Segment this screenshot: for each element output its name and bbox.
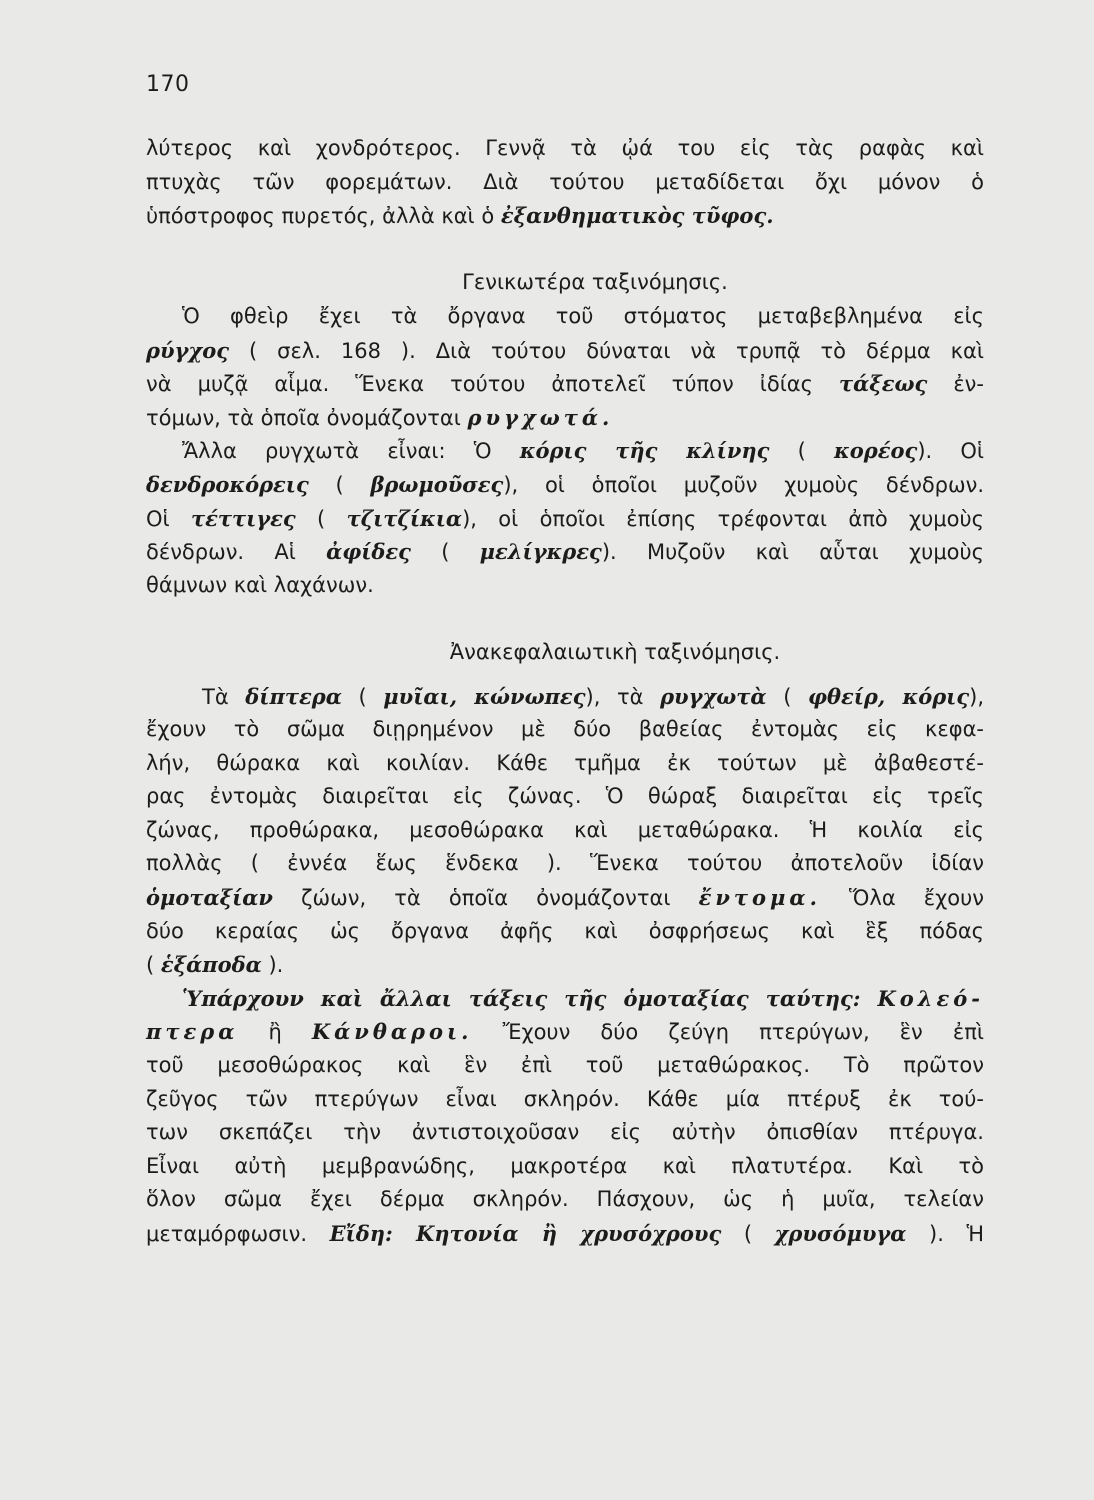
- text-line: ζεῦγος τῶν πτερύγων εἶναι σκληρόν. Κάθε μία πτέρυξ ἐκ τού-: [146, 1086, 984, 1111]
- text-line: ρας ἐντομὰς διαιρεῖται εἰς ζώνας. Ὁ θώραξ διαιρεῖται εἰς τρεῖς: [146, 784, 984, 809]
- text-line: τόμων, τὰ ὁποῖα ὀνομάζονται ρυγχωτά.: [146, 404, 614, 430]
- text-line: ( ἑξάποδα ).: [146, 952, 284, 978]
- text-line: Οἱ τέττιγες ( τζιτζίκια), οἱ ὁποῖοι ἐπίσης τρέφονται ἀπὸ χυμοὺς: [146, 505, 984, 531]
- text-line: δενδροκόρεις ( βρωμοῦσες), οἱ ὁποῖοι μυζοῦν χυμοὺς δένδρων.: [146, 471, 985, 497]
- text-line: λήν, θώρακα καὶ κοιλίαν. Κάθε τμῆμα ἐκ τούτων μὲ ἀβαθεστέ-: [146, 750, 984, 775]
- text-line: μεταμόρφωσιν. Εἴδη: Κητονία ἢ χρυσόχρους ( χρυσόμυγα ). Ἡ: [146, 1221, 985, 1246]
- text-line: ζώνας, προθώρακα, μεσοθώρακα καὶ μεταθώρακα. Ἡ κοιλία εἰς: [146, 817, 984, 842]
- text-line: Ἄλλα ρυγχωτὰ εἶναι: Ὁ κόρις τῆς κλίνης ( κορέος). Οἱ: [182, 438, 984, 464]
- term: ἐξανθηματικὸς τῦφος.: [500, 203, 774, 229]
- page-number: 170: [146, 72, 190, 97]
- text-line: ἔχουν τὸ σῶμα διῃρημένον μὲ δύο βαθείας ἐντομὰς εἰς κεφα-: [146, 717, 984, 742]
- text-line: πτερα ἢ Κάνθαροι. Ἔχουν δύο ζεύγη πτερύγων, ἓν ἐπὶ: [146, 1019, 984, 1045]
- section-heading: Ἀνακεφαλαιωτικὴ ταξινόμησις.: [449, 639, 781, 664]
- text-line: ὁμοταξίαν ζώων, τὰ ὁποῖα ὀνομάζονται ἔντομα. Ὅλα ἔχουν: [146, 885, 984, 911]
- text-line: των σκεπάζει τὴν ἀντιστοιχοῦσαν εἰς αὐτὴν ὀπισθίαν πτέρυγα.: [146, 1120, 984, 1145]
- text-line: Ὑπάρχουν καὶ ἄλλαι τάξεις τῆς ὁμοταξίας ταύτης: Κολεό-: [182, 985, 984, 1011]
- text-line: πτυχὰς τῶν φορεμάτων. Διὰ τούτου μεταδίδεται ὄχι μόνον ὁ: [146, 169, 984, 194]
- text-line: θάμνων καὶ λαχάνων.: [146, 572, 374, 597]
- text-line: ὅλον σῶμα ἔχει δέρμα σκληρόν. Πάσχουν, ὡς ἡ μυῖα, τελείαν: [146, 1187, 984, 1212]
- section-heading: Γενικωτέρα ταξινόμησις.: [462, 270, 728, 295]
- text-line: Ὁ φθεὶρ ἔχει τὰ ὄργανα τοῦ στόματος μεταβεβλημένα εἰς: [182, 303, 984, 328]
- text-line: δύο κεραίας ὡς ὄργανα ἀφῆς καὶ ὀσφρήσεως καὶ ἓξ πόδας: [146, 918, 984, 943]
- body-text: [146, 132, 984, 1251]
- text-line: δένδρων. Αἱ ἀφίδες ( μελίγκρες). Μυζοῦν καὶ αὗται χυμοὺς: [146, 539, 985, 565]
- text-line: ὑπόστροφος πυρετός, ἀλλὰ καὶ ὁ ἐξανθηματικὸς τῦφος.: [146, 203, 774, 229]
- text-line: λύτερος καὶ χονδρότερος. Γεννᾷ τὰ ᾠά του εἰς τὰς ραφὰς καὶ: [146, 136, 984, 160]
- text-line: νὰ μυζᾷ αἷμα. Ἕνεκα τούτου ἀποτελεῖ τύπον ἰδίας τάξεως ἐν-: [146, 371, 984, 397]
- text-line: πολλὰς ( ἐννέα ἕως ἕνδεκα ). Ἕνεκα τούτου ἀποτελοῦν ἰδίαν: [146, 851, 984, 876]
- text-line: Τὰ δίπτερα ( μυῖαι, κώνωπες), τὰ ρυγχωτὰ ( φθείρ, κόρις),: [202, 683, 984, 709]
- text-line: ρύγχος ( σελ. 168 ). Διὰ τούτου δύναται νὰ τρυπᾷ τὸ δέρμα καὶ: [146, 337, 984, 363]
- text-line: Εἶναι αὐτὴ μεμβρανώδης, μακροτέρα καὶ πλατυτέρα. Καὶ τὸ: [146, 1153, 984, 1178]
- text-line: τοῦ μεσοθώρακος καὶ ἓν ἐπὶ τοῦ μεταθώρακος. Τὸ πρῶτον: [146, 1053, 984, 1078]
